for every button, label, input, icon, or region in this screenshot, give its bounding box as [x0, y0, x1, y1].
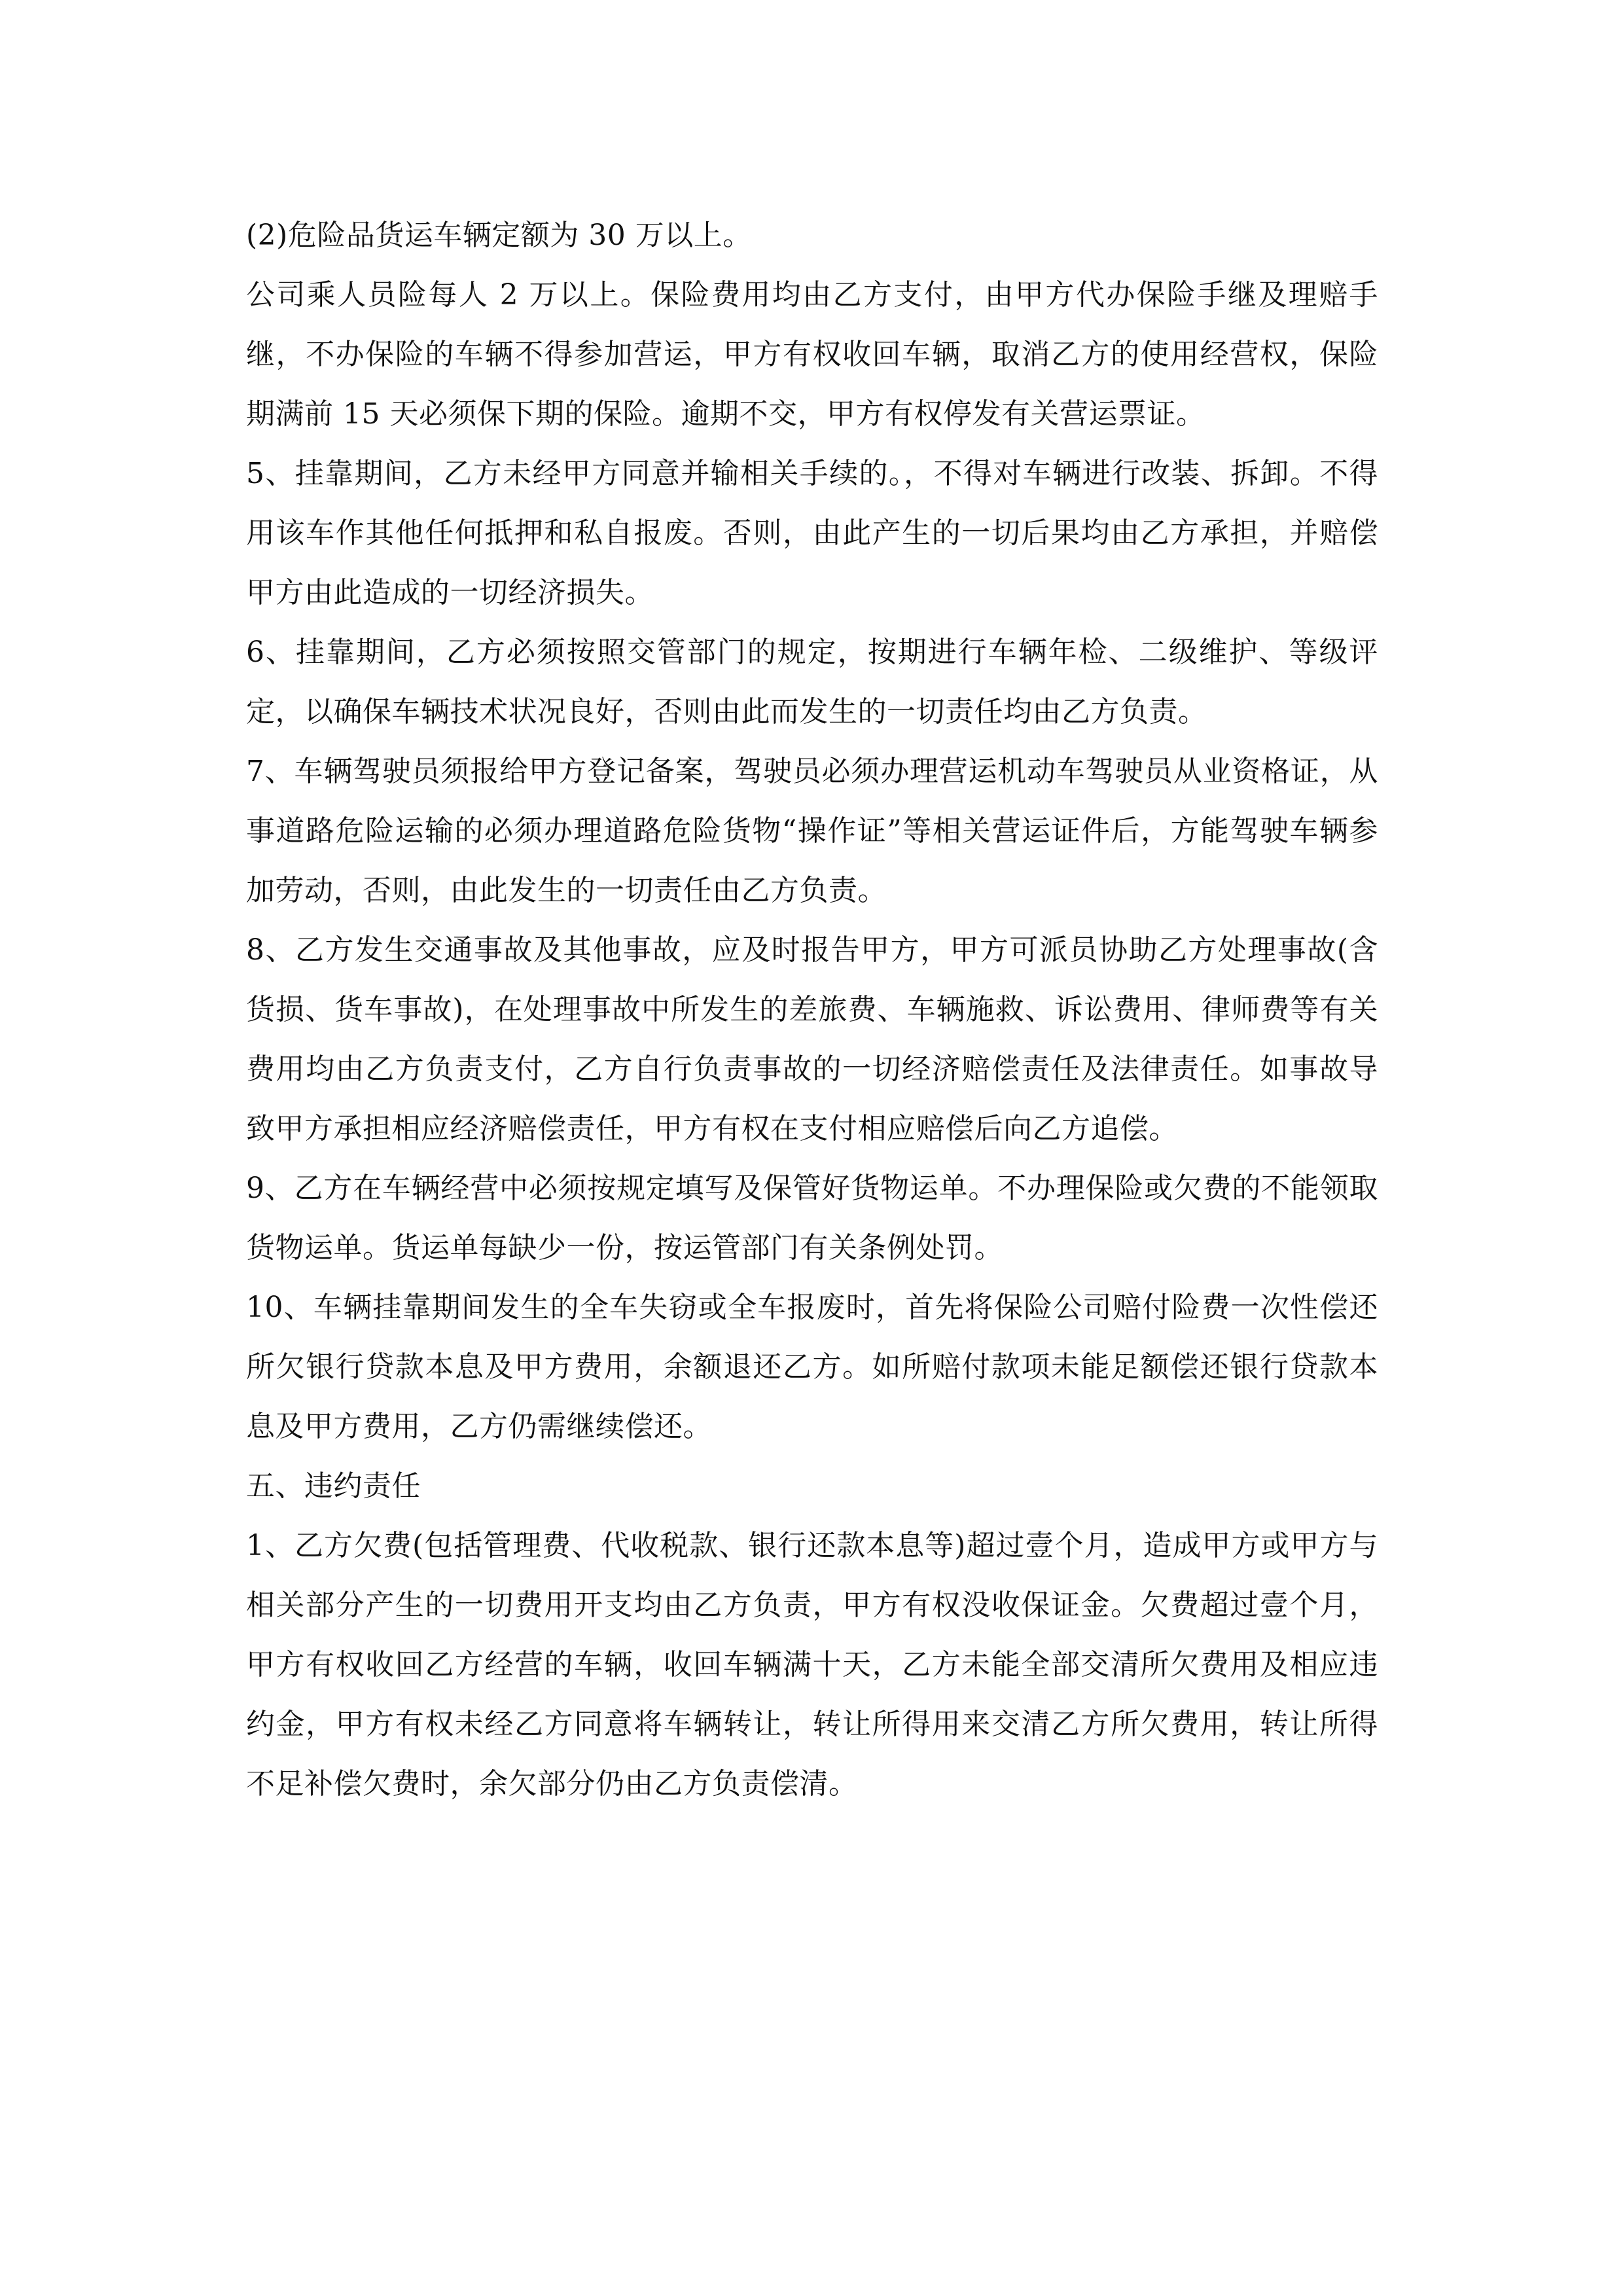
paragraph-dangerous-goods-quota: (2)危险品货运车辆定额为 30 万以上。	[246, 219, 752, 252]
paragraph-clause-10: 10、车辆挂靠期间发生的全车失窃或全车报废时，首先将保险公司赔付险费一次性偿还所欠银行贷款本息及甲方费用，余额退还乙方。如所赔付款项未能足额偿还银行贷款本息及甲方费用，乙方仍需继续偿还。	[246, 1291, 1378, 1443]
paragraph-clause-8: 8、乙方发生交通事故及其他事故，应及时报告甲方，甲方可派员协助乙方处理事故(含货损、货车事故)，在处理事故中所发生的差旅费、车辆施救、诉讼费用、律师费等有关费用均由乙方负责支付，乙方自行负责事故的一切经济赔偿责任及法律责任。如事故导致甲方承担相应经济赔偿责任，甲方有权在支付相应赔偿后向乙方追偿。	[246, 933, 1378, 1145]
section-heading-breach-liability: 五、违约责任	[246, 1469, 421, 1503]
document-body	[246, 206, 1378, 1814]
paragraph-insurance-terms: 公司乘人员险每人 2 万以上。保险费用均由乙方支付，由甲方代办保险手继及理赔手继，不办保险的车辆不得参加营运，甲方有权收回车辆，取消乙方的使用经营权，保险期满前 15 天必须保下期的保险。逾期不交，甲方有权停发有关营运票证。	[246, 278, 1378, 431]
paragraph-clause-5: 5、挂靠期间，乙方未经甲方同意并输相关手续的。，不得对车辆进行改装、拆卸。不得用该车作其他任何抵押和私自报废。否则，由此产生的一切后果均由乙方承担，并赔偿甲方由此造成的一切经济损失。	[246, 457, 1378, 609]
paragraph-clause-7: 7、车辆驾驶员须报给甲方登记备案，驾驶员必须办理营运机动车驾驶员从业资格证，从事道路危险运输的必须办理道路危险货物“操作证”等相关营运证件后，方能驾驶车辆参加劳动，否则，由此发生的一切责任由乙方负责。	[246, 755, 1378, 907]
paragraph-breach-clause-1: 1、乙方欠费(包括管理费、代收税款、银行还款本息等)超过壹个月，造成甲方或甲方与相关部分产生的一切费用开支均由乙方负责，甲方有权没收保证金。欠费超过壹个月，甲方有权收回乙方经营的车辆，收回车辆满十天，乙方未能全部交清所欠费用及相应违约金，甲方有权未经乙方同意将车辆转让，转让所得用来交清乙方所欠费用，转让所得不足补偿欠费时，余欠部分仍由乙方负责偿清。	[246, 1529, 1378, 1801]
paragraph-clause-6: 6、挂靠期间，乙方必须按照交管部门的规定，按期进行车辆年检、二级维护、等级评定，以确保车辆技术状况良好，否则由此而发生的一切责任均由乙方负责。	[246, 636, 1378, 728]
paragraph-clause-9: 9、乙方在车辆经营中必须按规定填写及保管好货物运单。不办理保险或欠费的不能领取货物运单。货运单每缺少一份，按运管部门有关条例处罚。	[246, 1172, 1378, 1265]
